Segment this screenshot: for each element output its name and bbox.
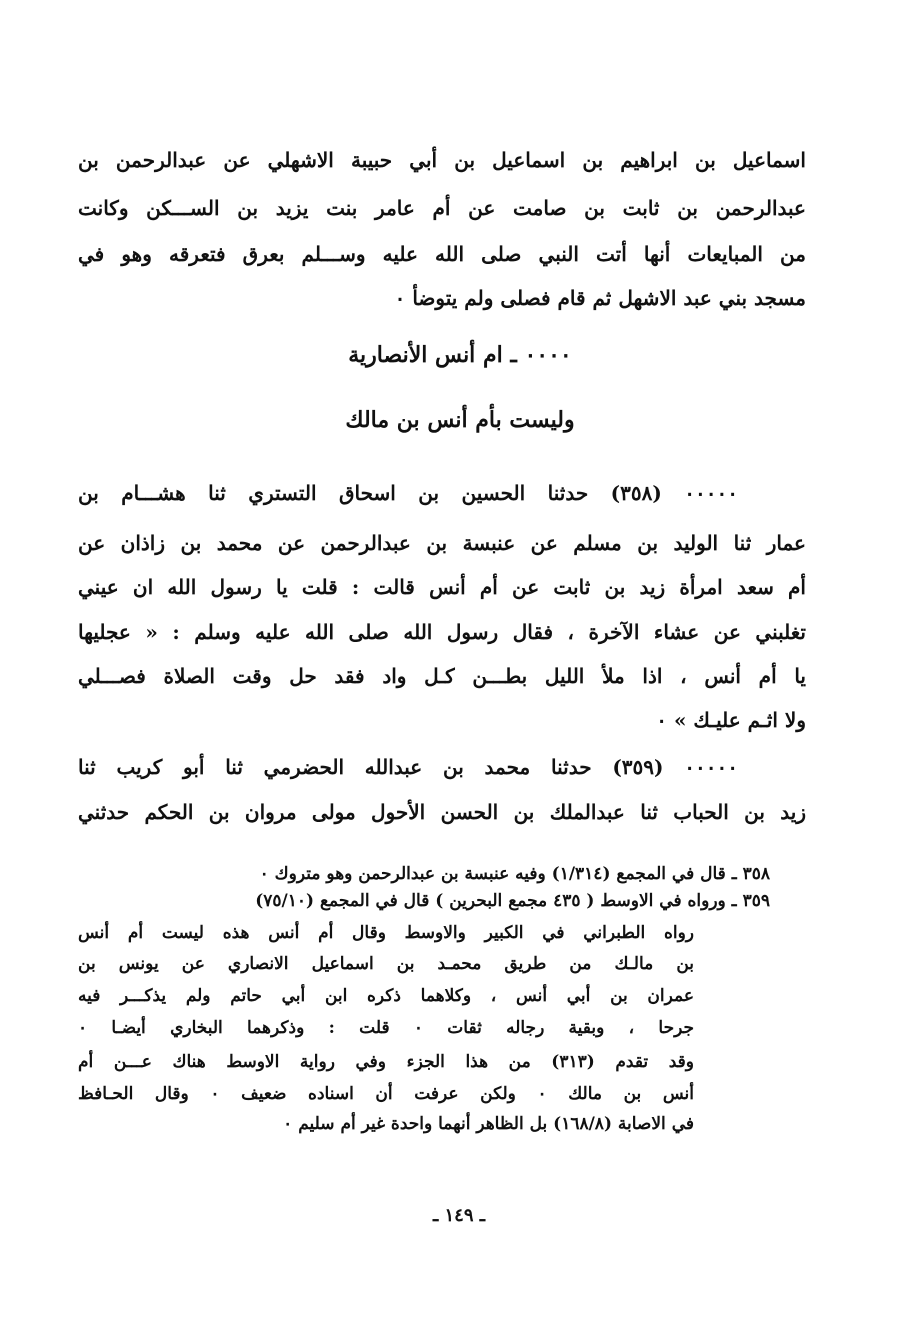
body-line: زيد بن الحباب ثنا عبدالملك بن الحسن الأحول مولى مروان بن الحكم حدثني (78, 800, 806, 824)
section-heading: ٠٠٠٠ ـ ام أنس الأنصارية (348, 342, 572, 368)
body-line: ٠٠٠٠٠ (٣٥٩) حدثنا محمد بن عبدالله الحضرمي ثنا أبو كريب ثنا (78, 755, 738, 779)
footnote-line: ٣٥٨ ـ قال في المجمع (١/٣١٤) وفيه عنبسة بن عبدالرحمن وهو متروك ٠ (259, 864, 770, 884)
footnote-line: عمران بن أبي أنس ، وكلاهما ذكره ابن أبي حاتم ولم يذكـــر فيه (78, 986, 694, 1006)
body-line: أم سعد امرأة زيد بن ثابت عن أم أنس قالت : قلت يا رسول الله ان عيني (78, 575, 806, 599)
body-line: ٠٠٠٠٠ (٣٥٨) حدثنا الحسين بن اسحاق التستري ثنا هشـــام بن (78, 481, 738, 505)
footnote-line: رواه الطبراني في الكبير والاوسط وقال أم أنس هذه ليست أم أنس (78, 923, 694, 943)
body-line: عمار ثنا الوليد بن مسلم عن عنبسة بن عبدالرحمن عن محمد بن زاذان عن (78, 531, 806, 555)
body-line: من المبايعات أنها أتت النبي صلى الله عليه وســـلم بعرق فتعرقه وهو في (78, 242, 806, 266)
footnote-line: في الاصابة (١٦٨/٨) بل الظاهر أنهما واحدة غير أم سليم ٠ (283, 1114, 694, 1134)
page-number: ـ ١٤٩ ـ (432, 1205, 486, 1226)
body-line: مسجد بني عبد الاشهل ثم قام فصلى ولم يتوضأ ٠ (394, 286, 806, 310)
body-line: عبدالرحمن بن ثابت بن صامت عن أم عامر بنت يزيد بن الســـكن وكانت (78, 196, 806, 220)
body-line: ولا اثـم عليـك » ٠ (656, 708, 806, 732)
footnote-line: ٣٥٩ ـ ورواه في الاوسط ( ٤٣٥ مجمع البحرين ) قال في المجمع (٧٥/١٠) (255, 891, 770, 911)
footnote-line: بن مالـك من طريق محمـد بن اسماعيل الانصاري عن يونس بن (78, 954, 694, 974)
body-line: تغلبني عن عشاء الآخرة ، فقال رسول الله صلى الله عليه وسلم : « عجليها (78, 620, 806, 644)
footnote-line: أنس بن مالك ٠ ولكن عرفت أن اسناده ضعيف ٠ وقال الحـافظ (78, 1084, 694, 1104)
footnote-line: جرحا ، وبقية رجاله ثقات ٠ قلت : وذكرهما البخاري أيضـا ٠ (78, 1018, 694, 1038)
body-line: اسماعيل بن ابراهيم بن اسماعيل بن أبي حبيبة الاشهلي عن عبدالرحمن بن (78, 148, 806, 172)
body-line: يا أم أنس ، اذا ملأ الليل بطـــن كـل واد فقد حل وقت الصلاة فصـــلي (78, 664, 806, 688)
footnote-line: وقد تقدم (٣١٣) من هذا الجزء وفي رواية الاوسط هناك عـــن أم (78, 1052, 694, 1072)
section-subheading: وليست بأم أنس بن مالك (345, 407, 575, 433)
